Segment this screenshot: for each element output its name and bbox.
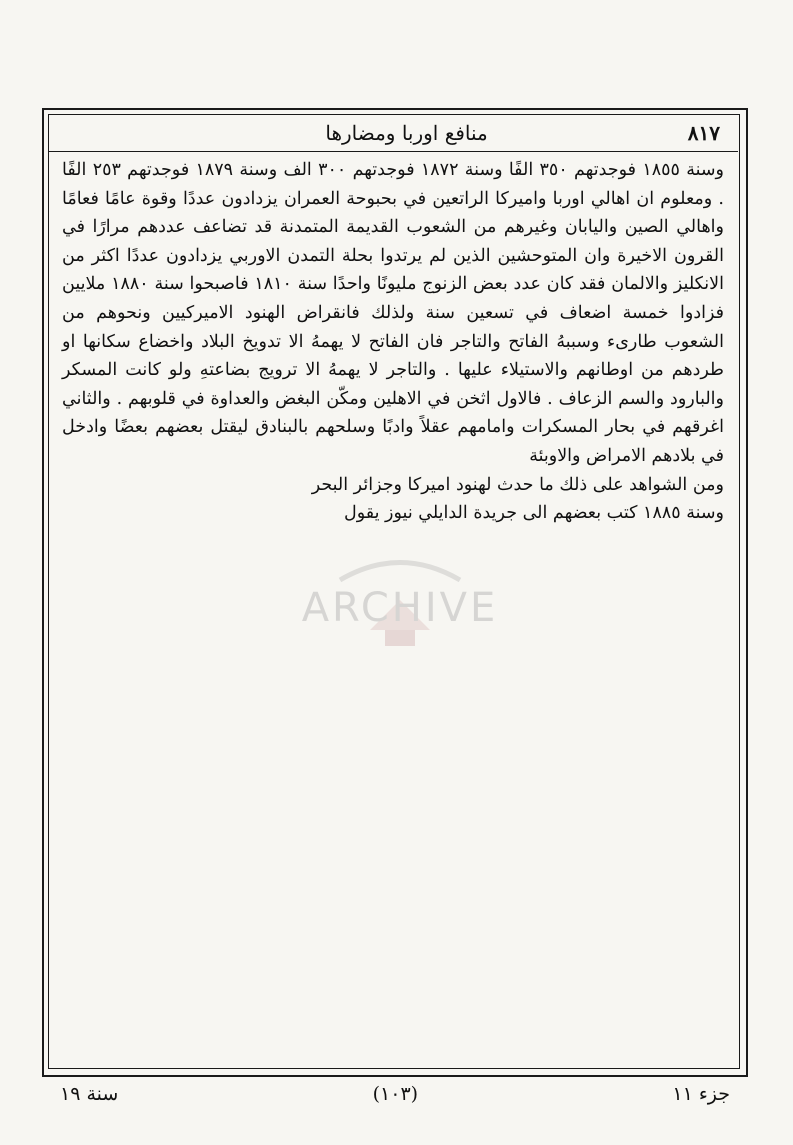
- footer-year: سنة ١٩: [60, 1083, 119, 1105]
- page-header: [60, 116, 720, 150]
- page-number: ٨١٧: [687, 121, 720, 145]
- paragraph-2: ومن الشواهد على ذلك ما حدث لهنود اميركا وجزائر البحر: [311, 474, 724, 495]
- article-body: [62, 156, 724, 1058]
- footer-page-ref: (١٠٣): [372, 1083, 419, 1105]
- footer-part: جزء ١١: [672, 1083, 730, 1105]
- watermark-text: ARCHIVE: [301, 585, 499, 631]
- paragraph-1: وسنة ١٨٥٥ فوجدتهم ٣٥٠ الفًا وسنة ١٨٧٢ فوجدتهم ٣٠٠ الف وسنة ١٨٧٩ فوجدتهم ٢٥٣ الفًا . ومعلوم ان اهالي اوربا واميركا الراتعين في بحبوحة العمران يزدادون عددًا وقوة عامًا فعامًا واهالي الصين واليابان وغيرهم من الشعوب القديمة المتمدنة قد تضاعف عددهم مرارًا في القرون الاخيرة وان المتوحشين الذين لم يرتدوا بحلة التمدن الاوربي يزدادون عددًا اكثر من الانكليز والالمان فقد كان عدد بعض الزنوج مليونًا واحدًا سنة ١٨١٠ فاصبحوا سنة ١٨٨٠ ملايين فزادوا خمسة اضعاف في تسعين سنة ولذلك فانقراض الهنود الاميركيين ونحوهم من الشعوب طارىء وسببهُ الفاتح والتاجر فان الفاتح لا يهمهُ الا تدويخ البلاد واخضاع سكانها او طردهم من اوطانهم والاستيلاء عليها . والتاجر لا يهمهُ الا ترويج بضاعتهِ ولو كانت المسكر والبارود والسم الزعاف . فالاول اثخن في الاهلين ومكّن البغض والعداوة في قلوبهم . والثاني اغرقهم في بحار المسكرات وامامهم عقلاً وادبًا وسلحهم بالبنادق ليقتل بعضهم بعضًا وادخل في بلادهم الامراض والاوبئة: [62, 160, 725, 466]
- paragraph-3: وسنة ١٨٨٥ كتب بعضهم الى جريدة الدايلي نيوز يقول: [344, 503, 724, 524]
- running-title: منافع اوربا ومضارها: [325, 121, 488, 145]
- header-divider: [48, 151, 738, 152]
- page-footer: [60, 1076, 730, 1112]
